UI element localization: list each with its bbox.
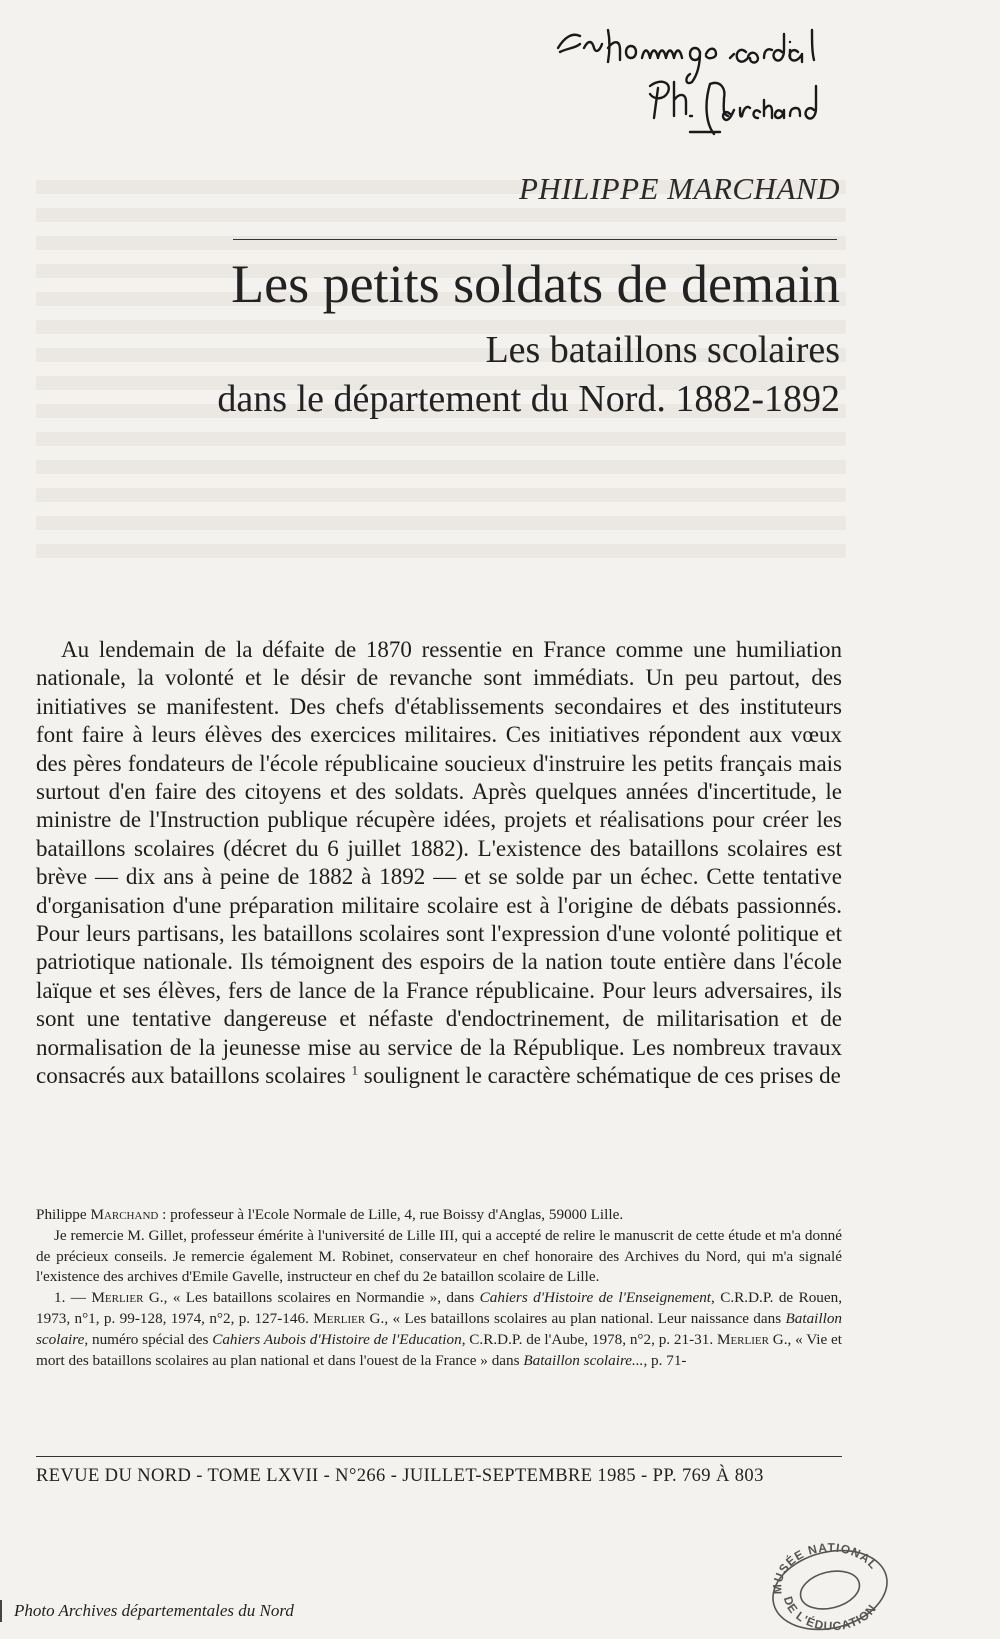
footnote-author: Merlier G. (716, 1330, 788, 1348)
svg-text:MUSÉE NATIONAL (770, 1540, 881, 1594)
article-subtitle-line-2: dans le département du Nord. 1882-1892 (217, 378, 840, 420)
footnote-1 (36, 1288, 842, 1371)
footnote-author: Merlier G. (313, 1309, 385, 1327)
footer-rule (36, 1456, 842, 1457)
author-note-first-name: Philippe (36, 1206, 87, 1223)
body-paragraph (36, 636, 842, 1091)
handwritten-dedication (550, 18, 880, 138)
footnotes (36, 1205, 842, 1371)
footnote-journal: Bataillon scolaire (36, 1309, 843, 1348)
footnote-1-number: 1. — (54, 1289, 92, 1307)
footnote-text: , numéro spécial des (84, 1330, 213, 1348)
handwritten-signature (550, 18, 880, 138)
stamp-seal (760, 1538, 900, 1634)
acknowledgements: Je remercie M. Gillet, professeur émérite à l'université de Lille III, qui a accepté de relire le manuscrit de cette étude et m'a donné de précieux conseils. Je remercie également M. Robinet, conservateur en chef honoraire des Archives du Nord, qui m'a signalé l'existence des archives d'Emile Gavelle, instructeur en chef du 2e bataillon scolaire de Lille. (36, 1226, 842, 1286)
margin-mark (0, 1600, 2, 1622)
article-subtitle-line-1: Les bataillons scolaires (485, 329, 840, 371)
author-note-text: : professeur à l'Ecole Normale de Lille, 4, rue Boissy d'Anglas, 59000 Lille. (158, 1206, 624, 1223)
footnote-text: , « Les bataillons scolaires en Normandie », dans (163, 1289, 480, 1307)
article-body (36, 636, 842, 1091)
photo-credit: Photo Archives départementales du Nord (14, 1601, 294, 1620)
footnote-text: , C.R.D.P. de l'Aube, 1978, n°2, p. 21-31. (461, 1330, 717, 1348)
svg-text:DE L'ÉDUCATION (781, 1595, 880, 1634)
footnote-ref-1[interactable]: 1 (351, 1062, 358, 1078)
author-name: PHILIPPE MARCHAND (518, 171, 840, 206)
author-note (36, 1205, 842, 1226)
stamp-top-text: MUSÉE NATIONAL (770, 1540, 881, 1595)
body-text-main: Au lendemain de la défaite de 1870 ressentie en France comme une humiliation nationale, la volonté et le désir de revanche sont immédiats. Un peu partout, des initiatives se manifestent. Des chefs d'établissements secondaires et des instituteurs font faire à leurs élèves des exercices militaires. Ces initiatives répondent aux vœux des pères fondateurs de l'école républicaine soucieux d'instruire les petits français mais surtout d'en faire des citoyens et des soldats. Après quelques années d'incertitude, le ministre de l'Instruction publique récupère idées, projets et réalisations pour créer les bataillons scolaires (décret du 6 juillet 1882). L'existence des bataillons scolaires est brève — dix ans à peine de 1882 à 1892 — et se solde par un échec. Cette tentative d'organisation d'une préparation militaire scolaire est à l'origine de débats passionnés. Pour leurs partisans, les bataillons scolaires sont l'expression d'une volonté politique et patriotique nationale. Ils témoignent des espoirs de la nation toute entière dans l'école laïque et ses élèves, fers de lance de la France républicaine. Pour leurs adversaires, ils sont une tentative dangereuse et néfaste d'endoctrinement, de militarisation et de normalisation de la jeunesse mise au service de la République. Les nombreux travaux consacrés aux bataillons scolaires (36, 637, 842, 1089)
footnote-text: , C.R.D.P. de Rouen, 1973, n°1, p. 99-128, 1974, n°2, p. 127-146. (36, 1289, 843, 1327)
footnote-journal: Bataillon scolaire... (523, 1351, 644, 1369)
footnote-journal: Cahiers Aubois d'Histoire de l'Education (212, 1330, 462, 1348)
body-text-continued: soulignent le caractère schématique de ces prises de (363, 1063, 841, 1089)
footnote-text: , p. 71- (643, 1351, 687, 1369)
author-note-surname: Marchand (90, 1206, 159, 1223)
journal-footer: REVUE DU NORD - TOME LXVII - N°266 - JUILLET-SEPTEMBRE 1985 - PP. 769 À 803 (36, 1466, 764, 1486)
stamp-bottom-text: DE L'ÉDUCATION (780, 1594, 880, 1634)
footnote-journal: Cahiers d'Histoire de l'Enseignement (479, 1289, 712, 1307)
footnote-text: , « Vie et mort des bataillons scolaires au plan national et dans l'ouest de la France » dans (36, 1330, 843, 1369)
museum-stamp (760, 1538, 900, 1634)
article-title: Les petits soldats de demain (231, 254, 840, 314)
footnote-text: , « Les bataillons scolaires au plan national. Leur naissance dans (384, 1309, 786, 1327)
title-rule (233, 239, 837, 240)
footnote-author: Merlier G. (91, 1289, 164, 1307)
